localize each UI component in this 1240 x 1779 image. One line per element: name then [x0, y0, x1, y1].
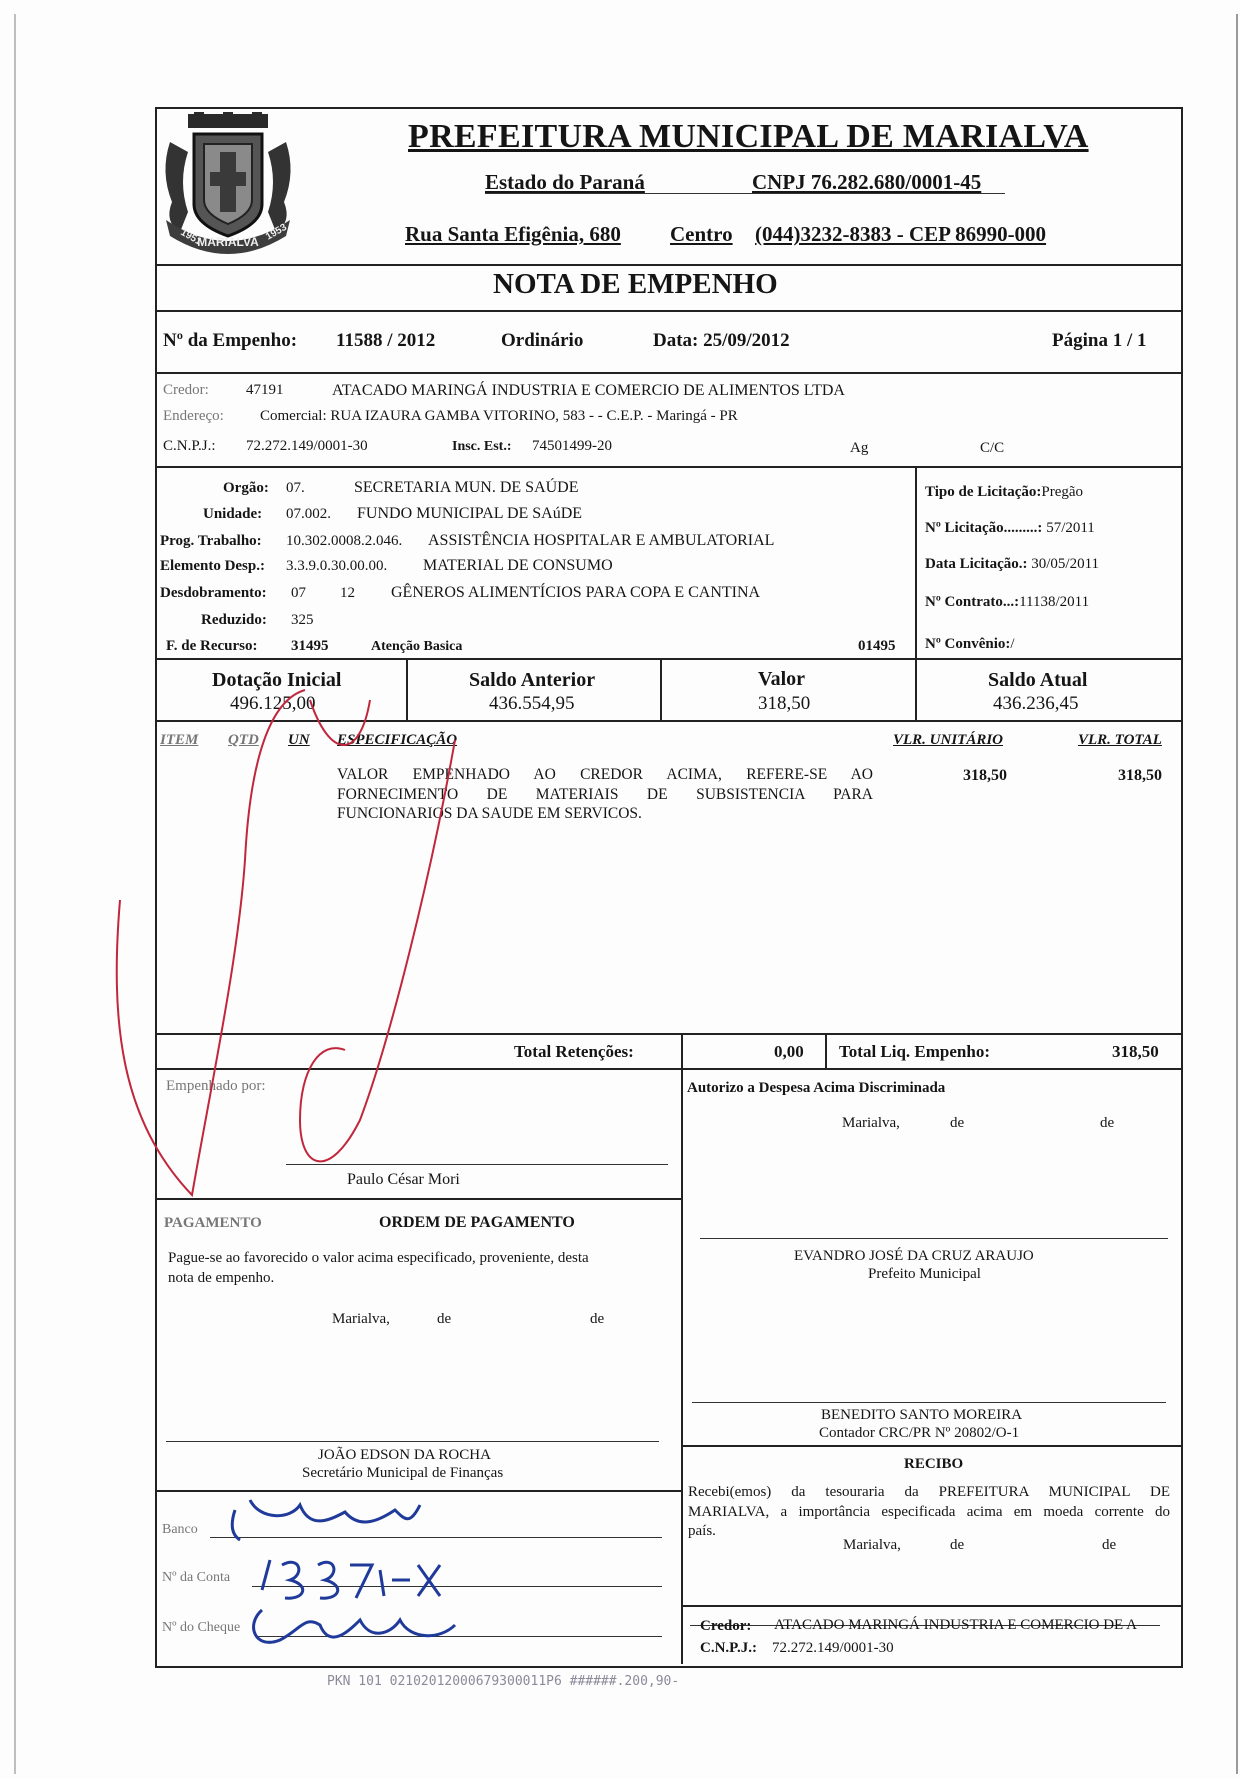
recibo-place: Marialva, [843, 1537, 901, 1553]
pagamento-de-2: de [590, 1311, 605, 1327]
convenio-label: Nº Convênio: [925, 636, 1011, 652]
orgao-label: Orgão: [223, 480, 269, 496]
conta-label: Nº da Conta [162, 1570, 231, 1585]
empenho-type: Ordinário [501, 330, 584, 351]
autorizo-de-2: de [1100, 1115, 1115, 1131]
desdobramento-name: GÊNEROS ALIMENTÍCIOS PARA COPA E CANTINA [391, 584, 761, 601]
barcode-text: PKN 101 02102012000679300011P6 ######.200,90- [327, 1674, 680, 1689]
divider-pagamento [155, 1490, 683, 1492]
desdobramento-code-b: 12 [340, 585, 355, 601]
divider-recibo [681, 1445, 1181, 1447]
divider-empenho [155, 372, 1181, 374]
page-number: Página 1 / 1 [1052, 330, 1147, 351]
cnpj-municipality: CNPJ 76.282.680/0001-45 [752, 170, 982, 194]
cheque-label: Nº do Cheque [162, 1620, 241, 1635]
crest-year-left: 1951 [178, 227, 204, 248]
pagamento-label: PAGAMENTO [164, 1215, 262, 1231]
secretary-role: Secretário Municipal de Finanças [302, 1465, 504, 1481]
recibo-line-3: país. [688, 1523, 716, 1539]
document-title: NOTA DE EMPENHO [493, 268, 778, 300]
unidade-label: Unidade: [203, 506, 263, 522]
licitacao-type [925, 484, 1083, 501]
signature-line-mayor [700, 1238, 1168, 1239]
credor-address-label: Endereço: [163, 408, 224, 424]
prog-trabalho-code: 10.302.0008.2.046. [286, 533, 403, 549]
divider-center [681, 1068, 683, 1664]
credor-address: Comercial: RUA IZAURA GAMBA VITORINO, 583 - - C.E.P. - Maringá - PR [260, 408, 738, 424]
recibo-line-2: MARIALVA, a importância especificada acima em moeda corrente do [688, 1504, 1170, 1520]
reduzido-value: 325 [291, 612, 314, 628]
contrato-value: 11138/2011 [1019, 594, 1090, 610]
empenho-number: 11588 / 2012 [336, 330, 436, 351]
credor-insc-label: Insc. Est.: [452, 439, 512, 454]
divider-header [155, 264, 1181, 266]
credor-cnpj-label: C.N.P.J.: [163, 438, 216, 454]
divider-items [155, 1033, 1181, 1035]
recurso-code: 31495 [291, 638, 329, 654]
elemento-code: 3.3.9.0.30.00.00. [286, 558, 388, 574]
col-qtd: QTD [228, 732, 259, 748]
footer-credor-name: ATACADO MARINGÁ INDUSTRIA E COMERCIO DE A [774, 1617, 1137, 1633]
pagamento-text-1: Pague-se ao favorecido o valor acima especificado, proveniente, desta [168, 1250, 589, 1266]
licitacao-date [925, 556, 1099, 573]
pagamento-place: Marialva, [332, 1311, 390, 1327]
saldo-atual-label: Saldo Atual [988, 669, 1088, 691]
valor-label: Valor [758, 668, 806, 690]
divider-balances [155, 720, 1181, 722]
col-vlr-total: VLR. TOTAL [1078, 732, 1162, 748]
divider-title [155, 310, 1181, 312]
secretary-name: JOÃO EDSON DA ROCHA [318, 1447, 491, 1463]
licitacao-type-value: Pregão [1041, 484, 1084, 500]
col-vlr-unitario: VLR. UNITÁRIO [893, 732, 1004, 748]
saldo-anterior-value: 436.554,95 [489, 693, 575, 714]
convenio-number [925, 636, 1015, 653]
item-total-value: 318,50 [1118, 767, 1162, 784]
licitacao-number [925, 520, 1095, 537]
recurso-name: Atenção Basica [371, 639, 463, 654]
recibo-de-2: de [1102, 1537, 1117, 1553]
footer-cnpj-label: C.N.P.J.: [700, 1640, 757, 1656]
credor-code: 47191 [246, 382, 284, 398]
total-retencoes-value: 0,00 [774, 1042, 804, 1061]
municipality-title: PREFEITURA MUNICIPAL DE MARIALVA [408, 118, 1089, 155]
valor-value: 318,50 [758, 693, 811, 714]
orgao-name: SECRETARIA MUN. DE SAÚDE [354, 479, 579, 496]
recibo-title: RECIBO [904, 1456, 964, 1472]
signature-line-accountant [692, 1402, 1166, 1403]
municipality-phone-cep: (044)3232-8383 - CEP 86990-000 [755, 222, 1047, 246]
divider-credor [155, 466, 1181, 468]
empenho-number-label: Nº da Empenho: [163, 330, 298, 351]
accountant-role: Contador CRC/PR Nº 20802/O-1 [819, 1425, 1020, 1441]
elemento-name: MATERIAL DE CONSUMO [423, 557, 613, 574]
total-liquido-label: Total Liq. Empenho: [839, 1042, 990, 1061]
recibo-line-1: Recebi(emos) da tesouraria da PREFEITURA MUNICIPAL DE [688, 1484, 1170, 1500]
contrato-number [925, 594, 1089, 611]
divider-licitacao [915, 466, 917, 658]
licitacao-type-label: Tipo de Licitação: [925, 484, 1042, 500]
reduzido-label: Reduzido: [201, 612, 267, 628]
credor-cnpj: 72.272.149/0001-30 [246, 438, 368, 454]
pagamento-de-1: de [437, 1311, 452, 1327]
prog-trabalho-name: ASSISTÊNCIA HOSPITALAR E AMBULATORIAL [428, 532, 775, 549]
orgao-code: 07. [286, 480, 305, 496]
dotacao-inicial-value: 496.125,00 [230, 693, 316, 714]
divider-totals [155, 1068, 1181, 1070]
licitacao-number-value: 57/2011 [1046, 520, 1095, 536]
pagamento-title: ORDEM DE PAGAMENTO [379, 1214, 575, 1231]
header-underline [485, 193, 1005, 194]
prog-trabalho-label: Prog. Trabalho: [160, 533, 262, 549]
convenio-value: / [1010, 636, 1015, 652]
credor-cc-label: C/C [980, 440, 1005, 456]
mayor-name: EVANDRO JOSÉ DA CRUZ ARAUJO [794, 1248, 1034, 1264]
signature-line-empenhado [286, 1164, 668, 1165]
credor-name: ATACADO MARINGÁ INDUSTRIA E COMERCIO DE ALIMENTOS LTDA [332, 382, 845, 399]
saldo-anterior-label: Saldo Anterior [469, 669, 596, 691]
cheque-line [258, 1636, 662, 1637]
divider-bal-1 [406, 658, 408, 720]
unidade-name: FUNDO MUNICIPAL DE SAúDE [357, 505, 583, 522]
col-un: UN [288, 732, 310, 748]
col-item: ITEM [160, 732, 199, 748]
recurso-code-right: 01495 [858, 638, 896, 654]
divider-budget [155, 658, 1181, 660]
credor-label: Credor: [163, 382, 209, 398]
crest-ribbon-text: MARIALVA [197, 235, 259, 249]
licitacao-date-label: Data Licitação.: [925, 556, 1028, 572]
unidade-code: 07.002. [286, 506, 331, 522]
item-spec-line-1: VALOR EMPENHADO AO CREDOR ACIMA, REFERE-SE AO [337, 766, 873, 783]
municipality-address: Rua Santa Efigênia, 680 [405, 222, 621, 246]
empenhado-por-name: Paulo César Mori [347, 1171, 460, 1188]
dotacao-inicial-label: Dotação Inicial [212, 669, 342, 691]
credor-ag-label: Ag [850, 440, 869, 456]
recurso-label: F. de Recurso: [166, 638, 258, 654]
pagamento-text-2: nota de empenho. [168, 1270, 275, 1286]
footer-cnpj-value: 72.272.149/0001-30 [772, 1640, 894, 1656]
divider-bal-3 [915, 658, 917, 720]
crest-year-right: 1953 [264, 221, 289, 243]
state-name: Estado do Paraná [485, 170, 645, 194]
divider-totals-a [681, 1033, 683, 1068]
item-unit-value: 318,50 [963, 767, 1007, 784]
empenhado-por-label: Empenhado por: [166, 1078, 266, 1094]
banco-label: Banco [162, 1522, 198, 1537]
desdobramento-code-a: 07 [291, 585, 306, 601]
divider-credor-footer [681, 1605, 1181, 1607]
conta-line [252, 1586, 662, 1587]
total-retencoes-label: Total Retenções: [514, 1042, 634, 1061]
mayor-role: Prefeito Municipal [868, 1266, 981, 1282]
licitacao-date-value: 30/05/2011 [1031, 556, 1100, 572]
item-spec-line-3: FUNCIONARIOS DA SAUDE EM SERVICOS. [337, 805, 642, 822]
recibo-de-1: de [950, 1537, 965, 1553]
elemento-label: Elemento Desp.: [160, 558, 265, 574]
divider-empenhado [155, 1198, 683, 1200]
saldo-atual-value: 436.236,45 [993, 693, 1079, 714]
footer-credor-label: Credor: [700, 1618, 752, 1634]
total-liquido-value: 318,50 [1112, 1042, 1159, 1061]
autorizo-place: Marialva, [842, 1115, 900, 1131]
item-spec-line-2: FORNECIMENTO DE MATERIAIS DE SUBSISTENCIA PARA [337, 786, 873, 803]
credor-insc: 74501499-20 [532, 438, 612, 454]
banco-line [210, 1537, 662, 1538]
divider-bal-2 [660, 658, 662, 720]
desdobramento-label: Desdobramento: [160, 585, 267, 601]
empenho-date: Data: 25/09/2012 [653, 330, 790, 351]
autorizo-title: Autorizo a Despesa Acima Discriminada [687, 1080, 946, 1096]
accountant-name: BENEDITO SANTO MOREIRA [821, 1407, 1023, 1423]
col-especificacao: ESPECIFICAÇÃO [337, 732, 458, 748]
signature-line-secretary [166, 1441, 659, 1442]
contrato-label: Nº Contrato...: [925, 594, 1020, 610]
divider-totals-b [825, 1033, 827, 1068]
autorizo-de-1: de [950, 1115, 965, 1131]
licitacao-number-label: Nº Licitação.........: [925, 520, 1043, 536]
municipality-district: Centro [670, 222, 733, 246]
